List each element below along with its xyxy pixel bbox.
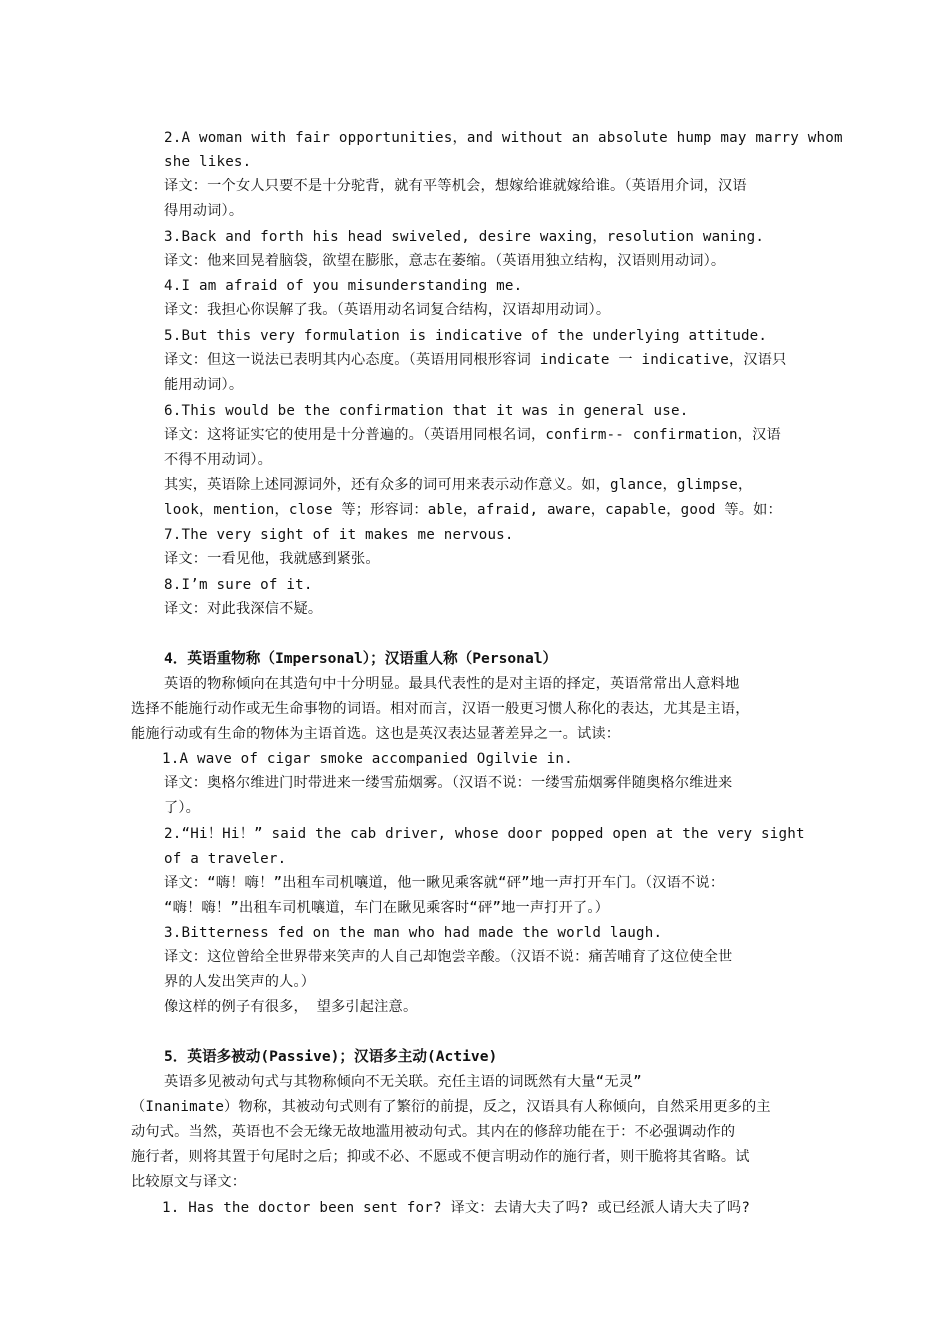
translation-line: 译文：一看见他，我就感到紧张。 xyxy=(164,551,380,567)
translation-line: 不得不用动词）。 xyxy=(164,452,273,468)
text-line: 3.Back and forth his head swiveled, desire waxing，resolution waning. xyxy=(164,229,765,245)
translation-line: 译文：对此我深信不疑。 xyxy=(164,601,323,617)
translation-line: 能用动词）。 xyxy=(164,377,244,393)
translation-line: 了）。 xyxy=(164,800,201,816)
paragraph-line: 动句式。当然，英语也不会无缘无故地滥用被动句式。其内在的修辞功能在于：不必强调动作的 xyxy=(131,1124,736,1140)
text-line: 8.I’m sure of it. xyxy=(164,577,313,593)
translation-line: 得用动词）。 xyxy=(164,203,244,219)
paragraph-line: （Inanimate）物称，其被动句式则有了繁衍的前提，反之，汉语具有人称倾向，自然采用更多的主 xyxy=(131,1099,771,1115)
section-heading-5: 5．英语多被动(Passive)；汉语多主动(Active) xyxy=(164,1048,498,1065)
translation-line: 译文：奥格尔维进门时带进来一缕雪茄烟雾。（汉语不说：一缕雪茄烟雾伴随奥格尔维进来 xyxy=(164,775,733,791)
text-line: 其实，英语除上述同源词外，还有众多的词可用来表示动作意义。如，glance，glimpse， xyxy=(164,477,753,493)
text-line: 5.But this very formulation is indicative of the underlying attitude. xyxy=(164,328,768,344)
paragraph-line: 英语多见被动句式与其物称倾向不无关联。充任主语的词既然有大量“无灵” xyxy=(164,1074,642,1090)
translation-line: 译文：一个女人只要不是十分驼背，就有平等机会，想嫁给谁就嫁给谁。（英语用介词，汉语 xyxy=(164,178,747,194)
translation-line: “嗨！嗨！”出租车司机嚷道，车门在瞅见乘客时“砰”地一声打开了。） xyxy=(164,900,610,916)
text-line: 2.A woman with fair opportunities，and without an absolute hump may marry whom xyxy=(164,130,843,146)
paragraph-line: 施行者，则将其置于句尾时之后；抑或不必、不愿或不便言明动作的施行者，则干脆将其省略。试 xyxy=(131,1149,750,1165)
text-line: she likes. xyxy=(164,154,252,170)
text-line: of a traveler. xyxy=(164,851,287,867)
translation-line: 界的人发出笑声的人。） xyxy=(164,974,316,990)
text-line: look，mention，close 等；形容词：able，afraid, aware，capable，good 等。如： xyxy=(164,502,782,518)
text-line: 3.Bitterness fed on the man who had made the world laugh. xyxy=(164,925,663,941)
text-line: 4.I am afraid of you misunderstanding me. xyxy=(164,278,523,294)
text-line: 6.This would be the confirmation that it was in general use. xyxy=(164,403,689,419)
translation-line: 译文：他来回晃着脑袋，欲望在膨胀，意志在萎缩。（英语用独立结构，汉语则用动词）。 xyxy=(164,253,726,269)
paragraph-line: 选择不能施行动作或无生命事物的词语。相对而言，汉语一般更习惯人称化的表达，尤其是主语， xyxy=(131,701,750,717)
section-heading-4: 4．英语重物称（Impersonal）；汉语重人称（Personal） xyxy=(164,650,558,667)
translation-line: 译文：“嗨！嗨！”出租车司机嚷道，他一瞅见乘客就“砰”地一声打开车门。（汉语不说： xyxy=(164,875,725,891)
text-line: 7.The very sight of it makes me nervous. xyxy=(164,527,514,543)
text-line: 像这样的例子有很多， 望多引起注意。 xyxy=(164,999,418,1015)
translation-line: 译文：这将证实它的使用是十分普遍的。（英语用同根名词，confirm-- confirmation，汉语 xyxy=(164,427,781,443)
paragraph-line: 英语的物称倾向在其造句中十分明显。最具代表性的是对主语的择定，英语常常出人意料地 xyxy=(164,676,740,692)
paragraph-line: 能施行动或有生命的物体为主语首选。这也是英汉表达显著差异之一。试读： xyxy=(131,726,621,742)
translation-line: 译文：我担心你误解了我。（英语用动名词复合结构，汉语却用动词）。 xyxy=(164,302,611,318)
translation-line: 译文：这位曾给全世界带来笑声的人自己却饱尝辛酸。（汉语不说：痛苦哺育了这位使全世 xyxy=(164,949,733,965)
text-line: 1. Has the doctor been sent for? 译文：去请大夫了吗? 或已经派人请大夫了吗? xyxy=(162,1200,751,1216)
translation-line: 译文：但这一说法已表明其内心态度。（英语用同根形容词 indicate 一 indicative，汉语只 xyxy=(164,352,787,368)
text-line: 1.A wave of cigar smoke accompanied Ogilvie in. xyxy=(162,751,573,767)
text-line: 2.“Hi！Hi！” said the cab driver, whose door popped open at the very sight xyxy=(164,826,805,842)
paragraph-line: 比较原文与译文： xyxy=(131,1174,247,1190)
